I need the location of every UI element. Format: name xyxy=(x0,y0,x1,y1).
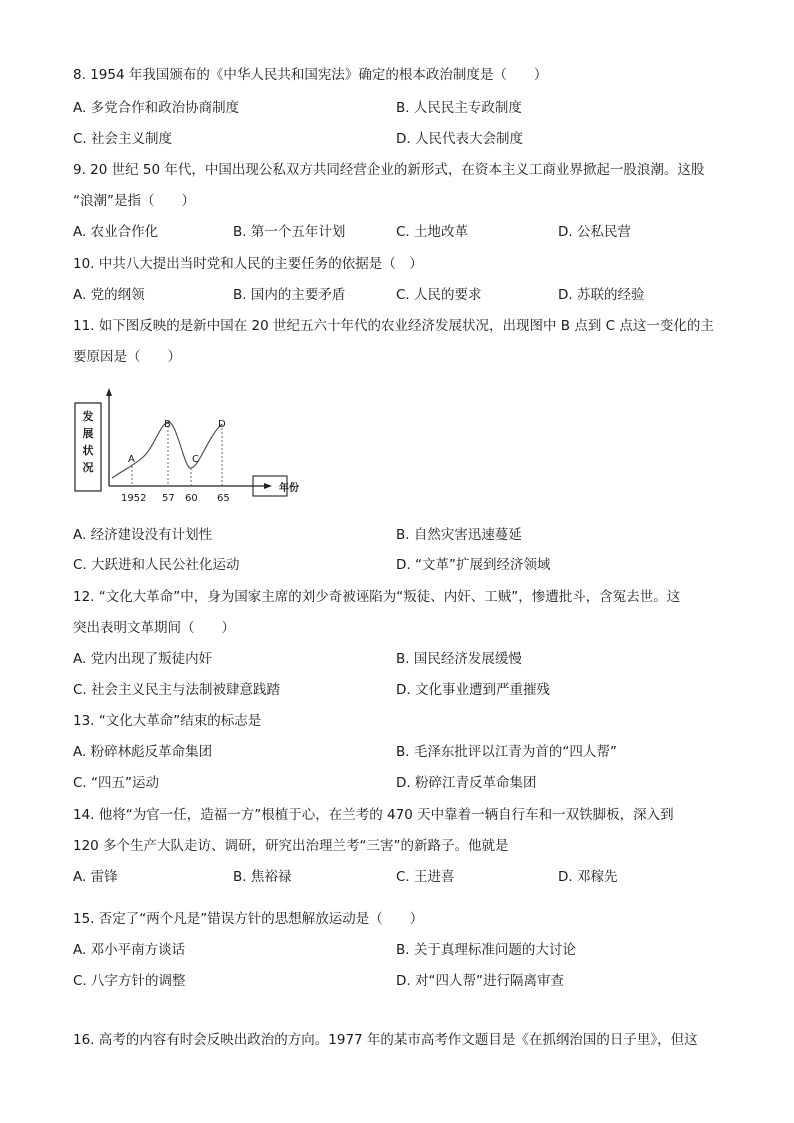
q10-option-a[interactable]: A. 党的纲领 xyxy=(73,287,145,303)
question-15-stem: 15. 否定了“两个凡是”错误方针的思想解放运动是（ ） xyxy=(73,911,424,927)
q9-option-d[interactable]: D. 公私民营 xyxy=(558,224,631,240)
q11-option-a[interactable]: A. 经济建设没有计划性 xyxy=(73,527,213,543)
y-label-char-3: 状 xyxy=(82,444,94,457)
question-12-stem-line2: 突出表明文革期间（ ） xyxy=(73,620,235,636)
question-12-stem-line1: 12. “文化大革命”中，身为国家主席的刘少奇被诬陷为“叛徒、内奸、工贼”，惨遭批斗，含冤去世。这 xyxy=(73,589,681,605)
q12-option-b[interactable]: B. 国民经济发展缓慢 xyxy=(396,651,522,667)
y-label-char-1: 发 xyxy=(82,410,94,423)
q8-option-b[interactable]: B. 人民民主专政制度 xyxy=(396,100,522,116)
question-10-stem: 10. 中共八大提出当时党和人民的主要任务的依据是（ ） xyxy=(73,256,423,272)
x-tick-60: 60 xyxy=(185,493,198,504)
q8-option-a[interactable]: A. 多党合作和政治协商制度 xyxy=(73,100,240,116)
point-c-label: C xyxy=(192,454,199,465)
q12-option-d[interactable]: D. 文化事业遭到严重摧残 xyxy=(396,682,550,698)
y-label-char-2: 展 xyxy=(82,427,94,440)
question-14-stem-line2: 120 多个生产大队走访、调研，研究出治理兰考“三害”的新路子。他就是 xyxy=(73,838,509,854)
question-9-stem-line1: 9. 20 世纪 50 年代，中国出现公私双方共同经营企业的新形式，在资本主义工商业界掀起一股浪潮。这股 xyxy=(73,162,705,178)
point-b-label: B xyxy=(164,419,171,430)
q11-option-b[interactable]: B. 自然灾害迅速蔓延 xyxy=(396,527,522,543)
x-axis-arrow xyxy=(264,483,272,489)
q11-option-d[interactable]: D. “文革”扩展到经济领域 xyxy=(396,557,551,573)
question-14-stem-line1: 14. 他将“为官一任，造福一方”根植于心，在兰考的 470 天中靠着一辆自行车和一双铁脚板，深入到 xyxy=(73,807,674,823)
q15-option-a[interactable]: A. 邓小平南方谈话 xyxy=(73,942,186,958)
q14-option-c[interactable]: C. 王进喜 xyxy=(396,869,455,885)
q15-option-c[interactable]: C. 八字方针的调整 xyxy=(73,973,186,989)
q8-option-c[interactable]: C. 社会主义制度 xyxy=(73,131,173,147)
q8-option-d[interactable]: D. 人民代表大会制度 xyxy=(396,131,523,147)
question-11-stem-line1: 11. 如下图反映的是新中国在 20 世纪五六十年代的农业经济发展状况，出现图中 B 点到 C 点这一变化的主 xyxy=(73,318,714,334)
x-tick-65: 65 xyxy=(217,493,230,504)
question-9-stem-line2: “浪潮”是指（ ） xyxy=(73,193,195,209)
q14-option-a[interactable]: A. 雷锋 xyxy=(73,869,118,885)
q15-option-d[interactable]: D. 对“四人帮”进行隔离审查 xyxy=(396,973,564,989)
question-8-stem: 8. 1954 年我国颁布的《中华人民共和国宪法》确定的根本政治制度是（ ） xyxy=(73,67,548,83)
q9-option-c[interactable]: C. 土地改革 xyxy=(396,224,469,240)
q9-option-a[interactable]: A. 农业合作化 xyxy=(73,224,159,240)
question-13-stem: 13. “文化大革命”结束的标志是 xyxy=(73,713,262,729)
point-d-label: D xyxy=(218,419,226,430)
q10-option-d[interactable]: D. 苏联的经验 xyxy=(558,287,645,303)
q13-option-c[interactable]: C. “四五”运动 xyxy=(73,775,159,791)
q9-option-b[interactable]: B. 第一个五年计划 xyxy=(233,224,346,240)
q14-option-b[interactable]: B. 焦裕禄 xyxy=(233,869,292,885)
q15-option-b[interactable]: B. 关于真理标准问题的大讨论 xyxy=(396,942,576,958)
q13-option-a[interactable]: A. 粉碎林彪反革命集团 xyxy=(73,744,213,760)
q14-option-d[interactable]: D. 邓稼先 xyxy=(558,869,618,885)
q12-option-a[interactable]: A. 党内出现了叛徒内奸 xyxy=(73,651,213,667)
q12-option-c[interactable]: C. 社会主义民主与法制被肆意践踏 xyxy=(73,682,281,698)
point-a-label: A xyxy=(128,454,135,465)
x-tick-57: 57 xyxy=(162,493,175,504)
q13-option-d[interactable]: D. 粉碎江青反革命集团 xyxy=(396,775,537,791)
q10-option-b[interactable]: B. 国内的主要矛盾 xyxy=(233,287,346,303)
x-axis-label: 年份 xyxy=(279,483,299,494)
question-16-stem: 16. 高考的内容有时会反映出政治的方向。1977 年的某市高考作文题目是《在抓纲治国的日子里》，但这 xyxy=(73,1032,698,1048)
q10-option-c[interactable]: C. 人民的要求 xyxy=(396,287,482,303)
question-11-stem-line2: 要原因是（ ） xyxy=(73,349,181,365)
x-tick-1952: 1952 xyxy=(121,493,147,504)
y-label-char-4: 况 xyxy=(82,461,94,474)
development-curve-chart xyxy=(72,388,292,512)
q13-option-b[interactable]: B. 毛泽东批评以江青为首的“四人帮” xyxy=(396,744,617,760)
q11-option-c[interactable]: C. 大跃进和人民公社化运动 xyxy=(73,557,240,573)
y-axis-arrow xyxy=(106,388,112,396)
